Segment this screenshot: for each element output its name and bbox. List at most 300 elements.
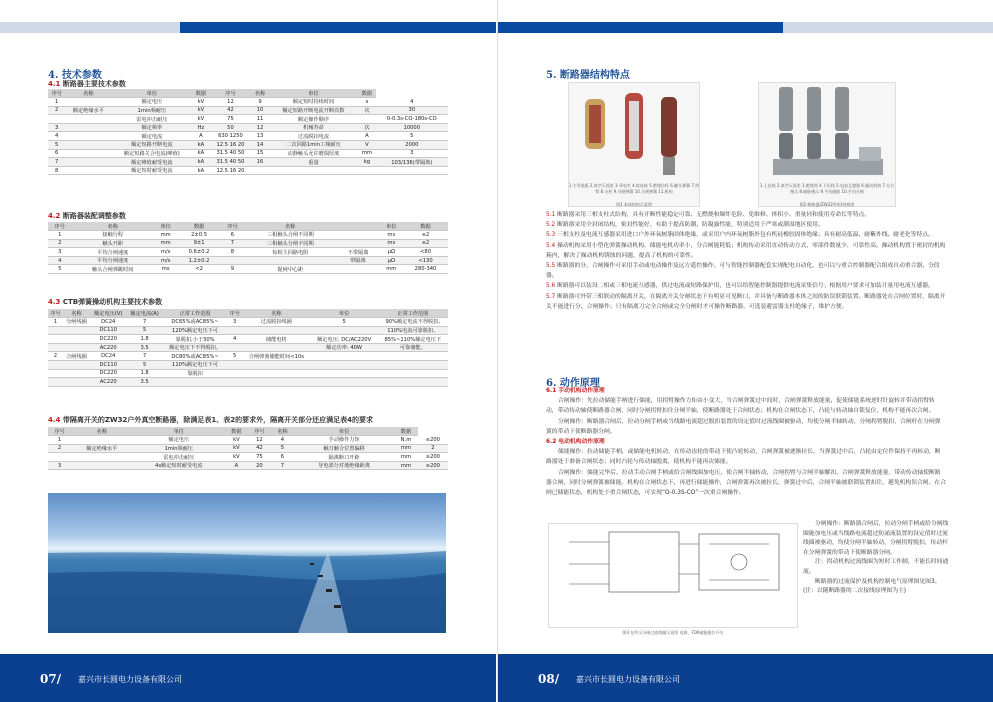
table-cell: 储能电机 xyxy=(242,335,310,344)
table-cell: 次 xyxy=(358,106,375,115)
circuit-diagram xyxy=(548,523,798,628)
table-cell: DC110 xyxy=(90,361,126,370)
section-title: 6. 动作原理 xyxy=(546,378,600,389)
table-cell: 过流脱扣线圈 xyxy=(242,318,310,327)
table-cell: ≤2 xyxy=(403,231,448,240)
table-cell: V xyxy=(358,141,375,150)
table-cell: ≤2 xyxy=(403,239,448,248)
table-cell: 额定短时耐受电流 xyxy=(111,166,192,175)
table-cell: 1min频耐压 xyxy=(133,444,225,453)
table-cell: kA xyxy=(192,166,209,175)
table-cell: DC80%或AC85%~ xyxy=(163,352,228,361)
table-cell: 75 xyxy=(210,115,252,124)
table-cell: ms xyxy=(380,239,403,248)
section-title: 5. 断路器结构特点 xyxy=(546,70,630,81)
table-cell: 额定操作顺序 xyxy=(269,115,359,124)
table-cell: 带隔离 xyxy=(336,256,379,265)
paragraph xyxy=(546,230,946,240)
table-cell xyxy=(378,378,448,387)
table-title-2: 4.2 断路器装配调整参数 xyxy=(48,212,126,220)
table-cell: 1 xyxy=(48,231,71,240)
table-cell: 三相触头分闸不同期 xyxy=(244,239,336,248)
table-cell: 3.5 xyxy=(126,343,162,352)
table-cell: DC110 xyxy=(90,326,126,335)
table-cell: 30 xyxy=(376,106,448,115)
table-cell xyxy=(63,343,90,352)
column-header: 单位 xyxy=(133,427,225,436)
table-cell xyxy=(65,158,111,167)
table-cell: 2±0.5 xyxy=(177,231,220,240)
table-cell: 4 xyxy=(48,256,71,265)
footer xyxy=(498,654,993,702)
table-cell: kV xyxy=(225,444,248,453)
company-name: 嘉兴市长圆电力设备有限公司 xyxy=(576,675,680,684)
table-cell: 额定短路关合电流(峰值) xyxy=(111,149,192,158)
top-bar xyxy=(180,22,496,33)
table-cell xyxy=(227,361,242,370)
table-cell: 额定频率 xyxy=(111,123,192,132)
table-cell: 4s额定短时耐受电流 xyxy=(133,461,225,470)
table-cell: 三相触头合闸不同期 xyxy=(244,231,336,240)
table-cell xyxy=(48,369,63,378)
table-row xyxy=(48,326,448,335)
paragraph xyxy=(546,241,946,261)
table-cell: <80 xyxy=(403,248,448,257)
table-cell: 42 xyxy=(210,106,252,115)
subsection-title: 6.1 手动机构动作原理 xyxy=(546,388,605,394)
table-row xyxy=(48,141,448,150)
table-cell xyxy=(311,326,378,335)
table-cell: 31.5 40 50 xyxy=(210,158,252,167)
table-cell: 导电部分对地绝缘距离 xyxy=(294,461,394,470)
paragraph-number: 5.1 xyxy=(546,212,558,218)
column-header: 序号 xyxy=(248,427,271,436)
table-cell xyxy=(378,361,448,370)
paragraph-number: 5.3 xyxy=(546,232,558,239)
table-cell: N.m xyxy=(394,436,417,445)
table-cell: 12 xyxy=(210,98,252,107)
table-cell xyxy=(71,461,133,470)
table-cell xyxy=(48,335,63,344)
paragraph-text: 操动机构采用小型化弹簧操动机构，储能电机功率小，分合闸能耗低；机构传动采用直动传动方式，零部件数量少，可靠性高。操动机构置于密封的机构箱内，解决了操动机构锈蚀的问题，提高了机构的可靠性。 xyxy=(546,242,946,259)
table-cell: s xyxy=(358,98,375,107)
paragraph-text: 断路器可外带三相联动的隔离开关，在隔离开关分闸状态下有明显可见断口，并具备与断路器本体之间的防误联锁装置。断路器处在合闸位置时，隔离开关不能进行分、合闸操作；只有隔离刀完全合闸或完全分闸时才可操作断路器。可选装避雷器支柱绝缘子，维护方便。 xyxy=(546,293,946,310)
table-cell xyxy=(48,343,63,352)
table-cell: 5 xyxy=(48,141,65,150)
table-cell: 1 xyxy=(48,436,71,445)
paragraph-text: 断路器可以装设二相或三相电流互感器，供过电流或短路保护用，也可以给智能控制器提供电流采集信号；根据用户要求可加装计量用电流互感器。 xyxy=(557,283,934,290)
table-cell: Hz xyxy=(192,123,209,132)
paragraph xyxy=(546,220,946,230)
table-cell: 75 xyxy=(248,453,271,462)
table-cell: 13 xyxy=(251,132,268,141)
table-cell: 隔离断口开距 xyxy=(294,453,394,462)
table-row xyxy=(48,149,448,158)
table-cell: 5 xyxy=(126,326,162,335)
table-row xyxy=(48,256,448,265)
table-cell: 过流脱扣电流 xyxy=(269,132,359,141)
table-cell: AC220 xyxy=(90,343,126,352)
table-cell: A xyxy=(225,461,248,470)
table-cell: 3 xyxy=(376,149,448,158)
table-cell: kA xyxy=(192,158,209,167)
table-header xyxy=(48,427,448,436)
table-cell: 雷电冲击耐压 xyxy=(133,453,225,462)
paragraph-text: 断路器的分、合闸操作可采用手动或电动操作及远方遥控操作。可与智能控制器配套实现配电自动化，也可以与重合控制器配合组成自动重合器、分段器。 xyxy=(546,263,940,280)
table-cell xyxy=(65,98,111,107)
paragraph xyxy=(546,281,946,291)
column-header: 单位 xyxy=(380,222,403,231)
table-cell: DC65%或AC85%~ xyxy=(163,318,228,327)
column-header: 单位 xyxy=(111,89,192,98)
table-cell: ≥200 xyxy=(418,453,448,462)
column-header: 数据 xyxy=(192,89,209,98)
column-header: 序号 xyxy=(48,309,63,318)
top-bar xyxy=(498,22,783,33)
table-row xyxy=(48,231,448,240)
table-row xyxy=(48,335,448,344)
table-cell: 重量 xyxy=(269,158,359,167)
table-cell: 1.8 xyxy=(126,335,162,344)
table-cell: 10000 xyxy=(376,123,448,132)
table-cell xyxy=(269,166,359,175)
left-page xyxy=(0,0,496,702)
table-row xyxy=(48,369,448,378)
page-number: 07/ xyxy=(40,672,62,686)
table-cell xyxy=(71,436,133,445)
table-cell: 额定峰值耐受电流 xyxy=(111,158,192,167)
table-cell xyxy=(71,453,133,462)
table-4 xyxy=(48,427,448,470)
table-2 xyxy=(48,222,448,274)
paragraph-text: 断路器采用三相支柱式结构，具有开断性能稳定可靠、无燃烧和爆炸危险、免维修、体积小、重量轻和使用寿命长等特点。 xyxy=(557,212,871,218)
table-cell: mm xyxy=(394,444,417,453)
table-cell: 9 xyxy=(221,265,244,274)
paragraph-text: 三相支柱及电流互感器采用进口户外环氧树脂固体绝缘，或采用户内环氧树脂外包有机硅橡胶固体绝缘；具有耐高低温、耐紫外线、耐老化等特点。 xyxy=(557,232,934,239)
table-cell: μΩ xyxy=(380,248,403,257)
table-cell: 5 xyxy=(271,444,294,453)
table-cell: 4 xyxy=(271,436,294,445)
paragraph xyxy=(546,210,946,220)
column-header: 序号 xyxy=(48,427,71,436)
table-cell: 额定电流 xyxy=(111,132,192,141)
table-cell: 分闸线圈 xyxy=(63,318,90,327)
table-cell: 额定绝缘水平 xyxy=(65,106,111,115)
paragraph: 储能操作：拉动储能手柄，或储能电机转动，在传动齿轮的带动下使凸轮转动，合闸弹簧被逐渐拉长，当弹簧过中后，凸轮由定位件保持不再转动，断路器处于准备合闸状态；同时凸轮与传动轴脱离，使机构不能再次储能。 xyxy=(546,449,941,466)
paragraph-number: 5.6 xyxy=(546,283,558,290)
table-row xyxy=(48,115,448,124)
table-cell: 4 xyxy=(376,98,448,107)
table-cell: <2 xyxy=(177,265,220,274)
table-cell: A xyxy=(192,132,209,141)
section-5-text xyxy=(546,210,946,312)
table-cell: DC220 xyxy=(90,335,126,344)
table-cell: μΩ xyxy=(380,256,403,265)
table-cell: mm xyxy=(154,231,177,240)
table-cell: 7 xyxy=(48,158,65,167)
table-row xyxy=(48,265,448,274)
column-header: 名称 xyxy=(251,89,268,98)
table-cell: 103/136(带隔离) xyxy=(376,158,448,167)
side-text xyxy=(803,520,951,597)
table-cell: 8 xyxy=(221,248,244,257)
circuit-caption: 图3 在所示分闸过流线圈示意图 电源，FDK储能限位开关 xyxy=(622,630,724,635)
figure-1-legend: 1.主导电板 2.真空灭弧室 3.导电夹 4.软连接 5.绝缘拉杆 6.触头弹簧 7.拐臂 8.支柱 9.分闸弹簧 10.合闸弹簧 11.机构 xyxy=(568,183,700,194)
table-cell xyxy=(63,335,90,344)
table-cell: 动静触头允许磨损厚度 xyxy=(269,149,359,158)
table-row xyxy=(48,444,448,453)
table-cell: 2 xyxy=(48,106,65,115)
table-cell: 90%额定电流不得脱扣, xyxy=(378,318,448,327)
table-cell xyxy=(63,326,90,335)
table-cell: mm xyxy=(154,239,177,248)
table-cell: 额定电压: DC/AC220V xyxy=(311,335,378,344)
table-cell xyxy=(336,239,379,248)
table-cell xyxy=(242,343,310,352)
column-header: 名称 xyxy=(244,222,336,231)
table-cell: kV xyxy=(225,436,248,445)
table-title-4: 4.4 带隔离开关的ZW32户外真空断路器，除满足表1、表2的要求外，隔离开关部分还应满足表4的要求 xyxy=(48,416,373,424)
table-row xyxy=(48,318,448,327)
table-cell xyxy=(251,166,268,175)
table-cell: 3 xyxy=(48,248,71,257)
column-header: 名称 xyxy=(71,427,133,436)
table-cell: 合闸线圈 xyxy=(63,352,90,361)
table-cell: kV xyxy=(192,115,209,124)
figure-2-legend: 1.上出线 2.真空灭弧室 3.绝缘筒 4.下出线 5.电流互感器 6.操动机构 7.分合指示 8.储能指示 9.手动储能 10.手动分闸 xyxy=(759,183,895,194)
paragraph: 分闸操作：断路器合闸后，拉动分闸手柄或当线路电流超过脱扣装置的设定值时过流线圈被驱动，均使分闸半轴转动，分闸拐臂脱扣，合闸杆在分闸弹簧的带动下使断路器分闸。 xyxy=(546,418,941,435)
table-cell: 额定短路开断电流 xyxy=(111,141,192,150)
column-header: 额定电压(V) xyxy=(90,309,126,318)
table-cell xyxy=(65,149,111,158)
table-cell: ms xyxy=(154,265,177,274)
right-page xyxy=(497,0,993,702)
table-cell xyxy=(63,361,90,370)
table-cell: 1 xyxy=(48,318,63,327)
table-row xyxy=(48,98,448,107)
table-row xyxy=(48,436,448,445)
table-cell: 2 xyxy=(48,352,63,361)
table-cell: 触头合闸弹跳时间 xyxy=(71,265,153,274)
table-cell: AC220 xyxy=(90,378,126,387)
table-cell: 雷电冲击耐压 xyxy=(111,115,192,124)
table-row xyxy=(48,453,448,462)
table-cell xyxy=(221,256,244,265)
table-cell: 5 xyxy=(311,318,378,327)
paragraph: 合闸操作：先拉动储能手柄进行储能，用拐臂操作力矩由小变大，当合闸弹簧过中间时，合闸弹簧释放能量，促使储能系统逆时针旋转并带动拐臂转动，带动传动轴使断路器合闸，同时分闸拐臂扣住分闸半轴，使断路器处于合闸状态；机构在合闸状态下，凸轮与转动轴自锁复位，机构不能再次合闸。 xyxy=(546,398,935,415)
table-row xyxy=(48,361,448,370)
table-cell: DC24 xyxy=(90,352,126,361)
table-cell: 手动操作力矩 xyxy=(294,436,394,445)
table-cell: 额定功率: 40W xyxy=(311,343,378,352)
table-cell: 额定短时持续时间 xyxy=(269,98,359,107)
table-cell xyxy=(227,378,242,387)
table-cell xyxy=(376,166,448,175)
table-cell xyxy=(65,141,111,150)
table-cell: kA xyxy=(192,141,209,150)
paragraph: 断路器的过流保护及机构控制电气原理图见图3。(注：以随断路器的二次接线原理图为主) xyxy=(803,578,941,595)
table-cell xyxy=(311,378,378,387)
table-cell: 7 xyxy=(221,239,244,248)
table-cell: 0-0.3s-CO-180s-CO xyxy=(376,115,448,124)
paragraph xyxy=(546,292,946,312)
table-3 xyxy=(48,309,448,387)
page-number: 08/ xyxy=(538,672,560,686)
table-cell: mm xyxy=(394,453,417,462)
table-cell: 额定电压 xyxy=(111,98,192,107)
table-cell: 15 xyxy=(251,149,268,158)
column-header: 名称 xyxy=(271,427,294,436)
table-title-3: 4.3 CTB弹簧操动机构主要技术参数 xyxy=(48,298,163,306)
table-cell: mm xyxy=(394,461,417,470)
table-cell: 12 xyxy=(251,123,268,132)
table-cell: 合闸弹簧储能时间<10s xyxy=(242,352,310,361)
table-cell: 42 xyxy=(248,444,271,453)
table-cell xyxy=(242,369,310,378)
table-cell: 4 xyxy=(227,335,242,344)
table-title-1: 4.1 断路器主要技术参数 xyxy=(48,80,126,88)
table-header xyxy=(48,222,448,231)
column-header: 数据 xyxy=(394,427,417,436)
table-cell: 平均分闸速度 xyxy=(71,256,153,265)
table-cell: 110%电流可靠脱扣。 xyxy=(378,326,448,335)
table-cell: m/s xyxy=(154,248,177,257)
table-cell: 3 xyxy=(48,123,65,132)
table-cell: 二次回路1min工频耐压 xyxy=(269,141,359,150)
column-header: 数据 xyxy=(225,427,248,436)
table-cell xyxy=(358,115,375,124)
column-header: 名称 xyxy=(242,309,310,318)
paragraph: 合闸操作：储能完毕后，拉动手动合闸手柄或给合闸线圈加电压，使合闸半轴转动，合闸拐臂与合闸半轴解扣，合闸弹簧释放能量，带动传动轴使断路器合闸，同时分闸弹簧被储能。机构在合闸状态下，再进行储能操作，合闸弹簧再次被拉长，弹簧过中后，合闸半轴被联锁装置扣住，避免机构误合闸。在合闸已储能状态，机构处于重合闸状态，可实现“O-0.3S-CO”一次重合闸操作。 xyxy=(546,469,946,497)
paragraph-number: 5.5 xyxy=(546,263,558,270)
table-cell xyxy=(336,231,379,240)
table-cell: 7 xyxy=(271,461,294,470)
table-cell: 12.5 16 20 xyxy=(210,141,252,150)
table-cell: ≤200 xyxy=(418,436,448,445)
table-cell: 靠脱扣,小于30% xyxy=(163,335,228,344)
subsection-title: 6.2 电动机构动作原理 xyxy=(546,439,605,446)
footer xyxy=(0,654,496,702)
table-cell xyxy=(65,132,111,141)
table-cell: 不带隔离 xyxy=(336,248,379,257)
table-cell: 5 xyxy=(126,361,162,370)
table-cell: 额定绝缘水平 xyxy=(71,444,133,453)
table-cell: 5 xyxy=(227,352,242,361)
column-header: 序号 xyxy=(221,222,244,231)
table-row xyxy=(48,132,448,141)
column-header: 名称 xyxy=(71,222,153,231)
paragraph-number: 5.7 xyxy=(546,293,558,300)
table-row xyxy=(48,461,448,470)
table-cell: kV xyxy=(192,106,209,115)
paragraph: 注：拐动机构过流线圈为短时工作制，不能长时间通流。 xyxy=(803,559,949,575)
table-cell: mm xyxy=(358,149,375,158)
table-cell: kg xyxy=(358,158,375,167)
table-cell: 每相主回路电阻 xyxy=(244,248,336,257)
table-cell xyxy=(65,166,111,175)
top-bar-light xyxy=(783,22,993,33)
table-cell xyxy=(63,378,90,387)
column-header: 序号 xyxy=(210,89,252,98)
paragraph xyxy=(546,261,946,281)
table-cell: 0.6±0.2 xyxy=(177,248,220,257)
table-cell: 9 xyxy=(251,98,268,107)
table-row xyxy=(48,352,448,361)
table-cell: 120%额定电压下可 xyxy=(163,326,228,335)
table-cell: 1.2±0.2 xyxy=(177,256,220,265)
table-header xyxy=(48,309,448,318)
table-cell xyxy=(48,378,63,387)
paragraph-number: 5.2 xyxy=(546,222,558,229)
table-cell: 2 xyxy=(48,444,71,453)
ocean-photo xyxy=(48,493,446,633)
table-cell xyxy=(358,166,375,175)
table-cell: m/s xyxy=(154,256,177,265)
table-cell: 16 xyxy=(251,158,268,167)
table-cell xyxy=(378,352,448,361)
table-cell: 次 xyxy=(358,123,375,132)
table-cell: 50 xyxy=(210,123,252,132)
table-cell xyxy=(378,369,448,378)
table-cell: DC220 xyxy=(90,369,126,378)
table-cell: 触头开距 xyxy=(71,239,153,248)
table-row xyxy=(48,343,448,352)
table-cell: 3 xyxy=(227,318,242,327)
table-cell xyxy=(48,361,63,370)
paragraph-text: 断路器采用全封闭结构，密封性能好，有助于提高防潮、防凝露性能，特别适用于严寒或潮湿地区使用。 xyxy=(557,222,824,229)
table-cell: 630 1250 xyxy=(210,132,252,141)
table-cell: 触刀触合位置偏移 xyxy=(294,444,394,453)
table-cell: 2000 xyxy=(376,141,448,150)
table-cell: 1 xyxy=(48,98,65,107)
table-cell xyxy=(242,361,310,370)
table-cell: 6 xyxy=(221,231,244,240)
table-cell xyxy=(311,369,378,378)
table-1 xyxy=(48,89,448,175)
table-cell: 平均合闸速度 xyxy=(71,248,153,257)
table-cell: 7 xyxy=(126,352,162,361)
table-cell: 5 xyxy=(376,132,448,141)
table-cell: 280-340 xyxy=(403,265,448,274)
table-cell: 4 xyxy=(48,132,65,141)
column-header: 名称 xyxy=(63,309,90,318)
table-cell: 20 xyxy=(248,461,271,470)
table-cell: 8 xyxy=(48,166,65,175)
table-cell: mm xyxy=(380,265,403,274)
table-row xyxy=(48,123,448,132)
table-cell xyxy=(163,378,228,387)
table-cell: 2 xyxy=(48,239,71,248)
column-header: 单位 xyxy=(269,89,359,98)
table-cell: ms xyxy=(380,231,403,240)
table-cell xyxy=(311,361,378,370)
table-row xyxy=(48,248,448,257)
table-cell xyxy=(63,369,90,378)
column-header: 序号 xyxy=(48,89,65,98)
table-cell xyxy=(48,115,65,124)
table-cell: 额定电压 xyxy=(133,436,225,445)
top-bar-light xyxy=(0,22,180,33)
table-cell: 1.8 xyxy=(126,369,162,378)
figure-2-caption: 图2 断路器(ZW32外形)结构图 xyxy=(799,202,855,207)
table-cell: kA xyxy=(192,149,209,158)
column-header: 单位 xyxy=(294,427,394,436)
table-cell: 31.5 40 50 xyxy=(210,149,252,158)
table-cell: 14 xyxy=(251,141,268,150)
table-cell: 10 xyxy=(251,106,268,115)
table-cell xyxy=(48,326,63,335)
table-cell xyxy=(227,343,242,352)
